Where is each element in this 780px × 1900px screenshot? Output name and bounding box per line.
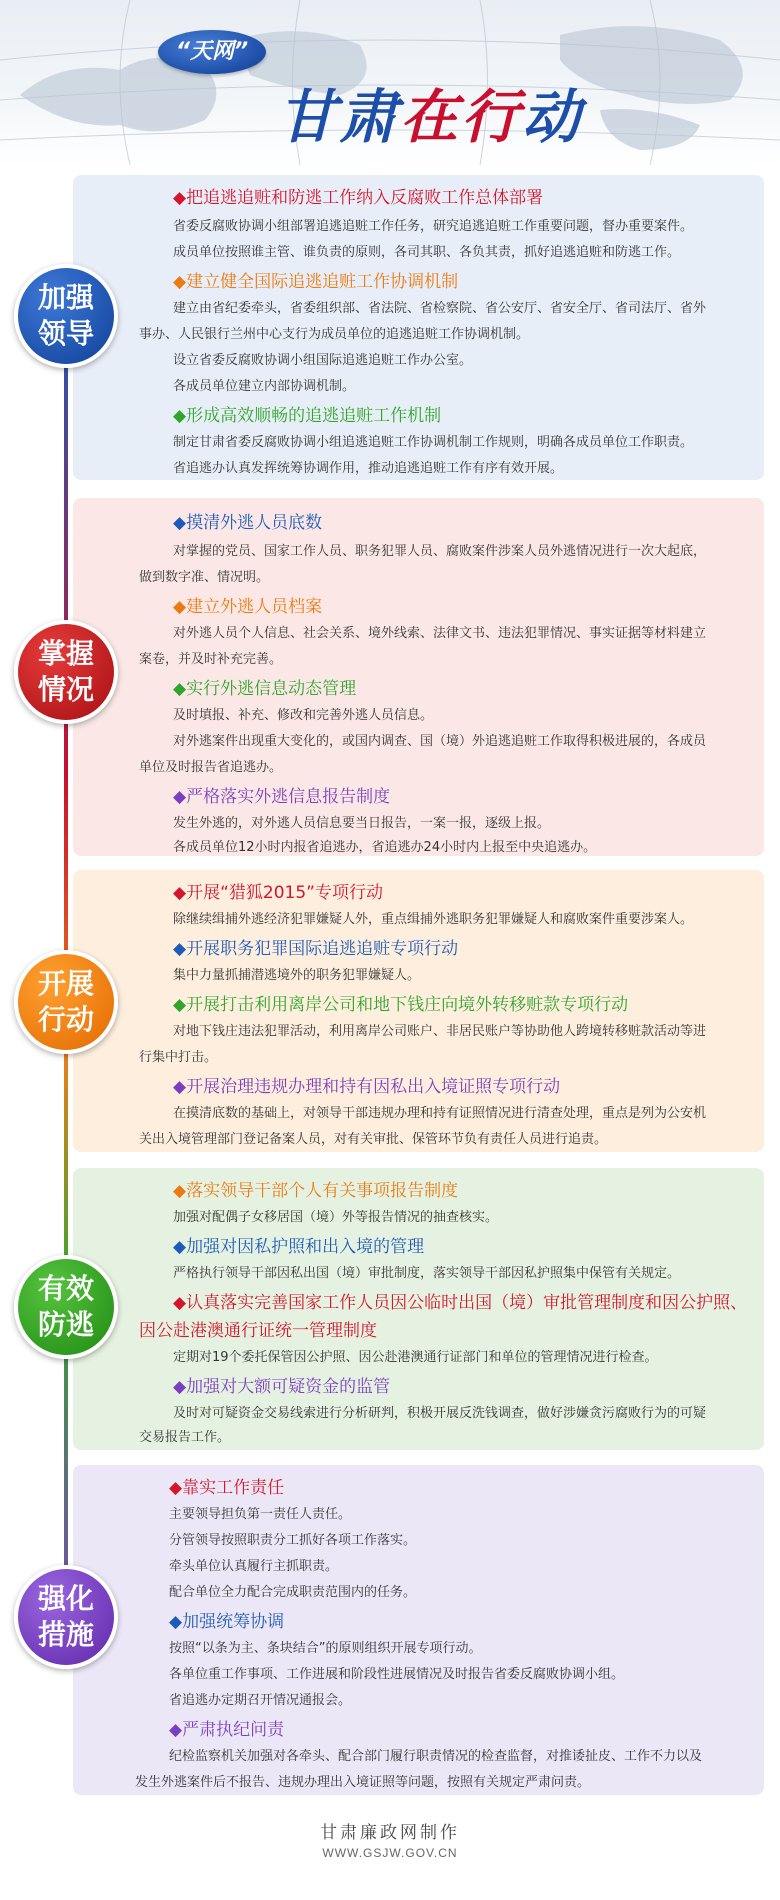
section-panel-leadership bbox=[73, 175, 764, 480]
item-title: ◆开展打击利用离岸公司和地下钱庄向境外转移赃款专项行动 bbox=[173, 995, 629, 1015]
section-badge-line: 强化 bbox=[37, 1582, 94, 1615]
item-title: ◆摸清外逃人员底数 bbox=[173, 513, 323, 533]
item-title: ◆加强统筹协调 bbox=[169, 1612, 285, 1632]
section-panel-action bbox=[73, 870, 764, 1152]
section-badge-line: 加强 bbox=[37, 281, 94, 314]
item-text: 牵头单位认真履行主抓职责。 bbox=[169, 1559, 339, 1574]
item-title: ◆开展职务犯罪国际追逃追赃专项行动 bbox=[173, 939, 459, 959]
item-title: ◆落实领导干部个人有关事项报告制度 bbox=[173, 1181, 459, 1201]
item-text: 成员单位按照谁主管、谁负责的原则，各司其职、各负其责，抓好追逃追赃和防逃工作。 bbox=[173, 245, 681, 260]
item-title: ◆把追逃追赃和防逃工作纳入反腐败工作总体部署 bbox=[173, 188, 544, 208]
item-text: 加强对配偶子女移居国（境）外等报告情况的抽查核实。 bbox=[173, 1210, 499, 1225]
item-text: 对外逃人员个人信息、社会关系、境外线索、法律文书、违法犯罪情况、事实证据等材料建立 bbox=[173, 626, 707, 641]
section-panel-prevention bbox=[73, 1168, 764, 1450]
item-text: 各成员单位建立内部协调机制。 bbox=[173, 379, 356, 394]
item-title: ◆实行外逃信息动态管理 bbox=[173, 679, 357, 699]
item-text: 各成员单位12小时内报省追逃办，省追逃办24小时内上报至中央追逃办。 bbox=[173, 840, 597, 855]
item-title: ◆靠实工作责任 bbox=[169, 1478, 285, 1498]
section-badge-line: 领导 bbox=[37, 317, 94, 350]
item-text: 及时对可疑资金交易线索进行分析研判，积极开展反洗钱调查，做好涉嫌贪污腐败行为的可疑 bbox=[173, 1406, 707, 1421]
item-text: 对掌握的党员、国家工作人员、职务犯罪人员、腐败案件涉案人员外逃情况进行一次大起底， bbox=[173, 544, 707, 559]
item-text: 建立由省纪委牵头，省委组织部、省法院、省检察院、省公安厅、省安全厅、省司法厅、省外 bbox=[173, 301, 707, 316]
title-part-3: 动 bbox=[522, 83, 584, 151]
item-text: 关出入境管理部门登记备案人员，对有关审批、保管环节负有责任人员进行追责。 bbox=[139, 1132, 608, 1147]
tianwang-badge: “天网” bbox=[158, 30, 266, 74]
item-text: 交易报告工作。 bbox=[139, 1430, 231, 1445]
item-title: ◆开展“猎狐2015”专项行动 bbox=[173, 883, 383, 903]
title-part-1: 甘肃 bbox=[278, 83, 401, 151]
item-text: 对地下钱庄违法犯罪活动，利用离岸公司账户、非居民账户等协助他人跨境转移赃款活动等进 bbox=[173, 1024, 707, 1039]
item-text: 在摸清底数的基础上，对领导干部违规办理和持有证照情况进行清查处理，重点是列为公安机 bbox=[173, 1106, 707, 1121]
item-text: 案卷，并及时补充完善。 bbox=[139, 652, 283, 667]
item-title: ◆认真落实完善国家工作人员因公临时出国（境）审批管理制度和因公护照、 bbox=[173, 1293, 748, 1313]
section-badge-line: 情况 bbox=[37, 673, 94, 706]
section-panel-measures bbox=[73, 1465, 764, 1795]
item-text: 事办、人民银行兰州中心支行为成员单位的追逃追赃工作协调机制。 bbox=[139, 327, 530, 342]
item-title: ◆建立健全国际追逃追赃工作协调机制 bbox=[173, 272, 459, 292]
section-badge-line: 有效 bbox=[37, 1272, 94, 1305]
footer-website: WWW.GSJW.GOV.CN bbox=[322, 1846, 458, 1860]
item-title: ◆形成高效顺畅的追逃追赃工作机制 bbox=[173, 406, 442, 426]
item-title: ◆严格落实外逃信息报告制度 bbox=[173, 787, 391, 807]
item-title: ◆加强对因私护照和出入境的管理 bbox=[173, 1237, 425, 1257]
item-text: 省委反腐败协调小组部署追逃追赃工作任务，研究追逃追赃工作重要问题，督办重要案件。 bbox=[173, 219, 694, 234]
item-text: 配合单位全力配合完成职责范围内的任务。 bbox=[169, 1585, 417, 1600]
item-text: 发生外逃案件后不报告、违规办理出入境证照等问题，按照有关规定严肃问责。 bbox=[135, 1775, 591, 1790]
item-text: 按照“以条为主、条块结合”的原则组织开展专项行动。 bbox=[169, 1641, 482, 1656]
section-badge-situation bbox=[14, 620, 118, 724]
item-title: ◆开展治理违规办理和持有因私出入境证照专项行动 bbox=[173, 1077, 561, 1097]
map-continent-shape bbox=[560, 26, 743, 104]
item-text: 各单位重工作事项、工作进展和阶段性进展情况及时报告省委反腐败协调小组。 bbox=[169, 1667, 625, 1682]
section-badge-line: 防逃 bbox=[37, 1308, 94, 1341]
item-text: 制定甘肃省委反腐败协调小组追逃追赃工作协调机制工作规则，明确各成员单位工作职责。 bbox=[173, 435, 694, 450]
item-text: 设立省委反腐败协调小组国际追逃追赃工作办公室。 bbox=[173, 353, 473, 368]
item-text: 发生外逃的，对外逃人员信息要当日报告，一案一报，逐级上报。 bbox=[173, 816, 551, 831]
item-text: 主要领导担负第一责任人责任。 bbox=[169, 1507, 352, 1522]
footer-producer: 甘肃廉政网制作 bbox=[320, 1823, 460, 1843]
item-title: ◆建立外逃人员档案 bbox=[173, 597, 323, 617]
item-text: 严格执行领导干部因私出国（境）审批制度，落实领导干部因私护照集中保管有关规定。 bbox=[173, 1266, 681, 1281]
item-text: 除继续缉捕外逃经济犯罪嫌疑人外，重点缉捕外逃职务犯罪嫌疑人和腐败案件重要涉案人。 bbox=[173, 912, 694, 927]
section-badge-line: 开展 bbox=[37, 967, 94, 1000]
item-text: 及时填报、补充、修改和完善外逃人员信息。 bbox=[173, 708, 434, 723]
section-panel-situation bbox=[73, 498, 764, 856]
item-text: 集中力量抓捕潜逃境外的职务犯罪嫌疑人。 bbox=[173, 968, 421, 983]
header-banner bbox=[0, 0, 780, 165]
item-text: 省追逃办定期召开情况通报会。 bbox=[169, 1693, 352, 1708]
item-text: 对外逃案件出现重大变化的，或国内调查、国（境）外追逃追赃工作取得积极进展的，各成员 bbox=[173, 734, 707, 749]
item-title: ◆加强对大额可疑资金的监管 bbox=[173, 1377, 391, 1397]
section-badge-leadership bbox=[14, 264, 118, 368]
section-badge-line: 行动 bbox=[37, 1003, 94, 1036]
item-text: 做到数字准、情况明。 bbox=[139, 570, 270, 585]
item-text: 单位及时报告省追逃办。 bbox=[139, 760, 283, 775]
item-text: 行集中打击。 bbox=[139, 1050, 218, 1065]
item-title-line-2: 因公赴港澳通行证统一管理制度 bbox=[139, 1321, 377, 1341]
item-text: 定期对19个委托保管因公护照、因公赴港澳通行证部门和单位的管理情况进行检查。 bbox=[173, 1350, 658, 1365]
item-title: ◆严肃执纪问责 bbox=[169, 1720, 285, 1740]
section-badge-action bbox=[14, 950, 118, 1054]
section-badge-line: 掌握 bbox=[37, 637, 94, 670]
section-badge-measures bbox=[14, 1565, 118, 1669]
item-text: 纪检监察机关加强对各牵头、配合部门履行职责情况的检查监督，对推诿扯皮、工作不力以及 bbox=[169, 1749, 703, 1764]
section-badge-line: 措施 bbox=[37, 1618, 94, 1651]
page-title bbox=[278, 70, 583, 154]
item-text: 分管领导按照职责分工抓好各项工作落实。 bbox=[169, 1533, 417, 1548]
title-part-2: 在行 bbox=[400, 83, 523, 151]
map-continent-shape bbox=[600, 109, 700, 150]
item-text: 省追逃办认真发挥统筹协调作用，推动追逃追赃工作有序有效开展。 bbox=[173, 461, 564, 476]
section-badge-prevention bbox=[14, 1255, 118, 1359]
